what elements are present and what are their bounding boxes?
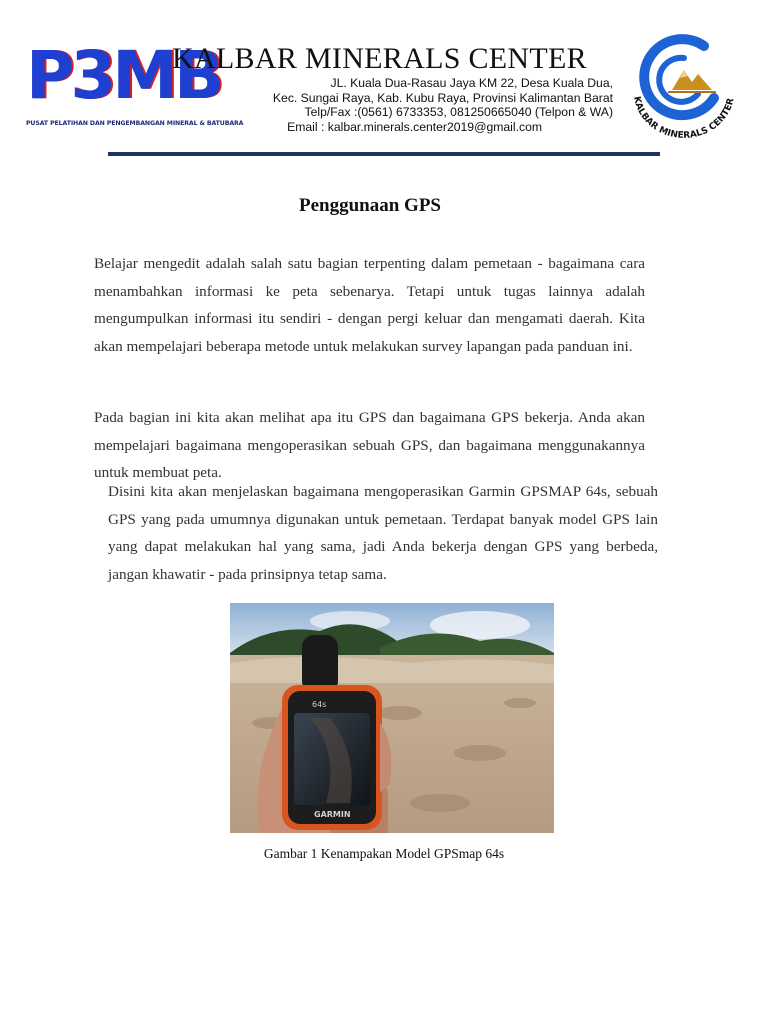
gps-device-photo (230, 603, 554, 833)
photo-scene (230, 603, 554, 833)
document-title: Penggunaan GPS (298, 195, 441, 216)
p3mb-logo-tagline: PUSAT PELATIHAN DAN PENGEMBANGAN MINERAL & BATUBARA (26, 120, 244, 127)
device-brand-label: GARMIN (314, 810, 351, 819)
kmc-logo-text: KALBAR MINERALS CENTER (631, 95, 737, 141)
paragraph-garmin: Disini kita akan menjelaskan bagaimana mengoperasikan Garmin GPSMAP 64s, sebuah GPS yang pada umumnya digunakan untuk pemetaan. Terdapat banyak model GPS lain yang dapat melakukan hal yang sama, jadi Anda bekerja dengan GPS yang berbeda, jangan khawatir - pada prinsipnya tetap sama. (108, 483, 658, 583)
paragraph-intro: Belajar mengedit adalah salah satu bagian terpenting dalam pemetaan - bagaimana cara menambahkan informasi ke peta sebenarya. Tetapi untuk tugas lainnya adalah mengumpulkan informasi itu sendiri - dengan pergi keluar dan mengamati daerah. Kita akan mempelajari beberapa metode untuk melakukan survey lapangan pada panduan ini. (94, 255, 645, 355)
address-line-1: JL. Kuala Dua-Rasau Jaya KM 22, Desa Kuala Dua, (330, 76, 613, 90)
p3mb-logo (26, 37, 244, 135)
address-line-2: Kec. Sungai Raya, Kab. Kubu Raya, Provinsi Kalimantan Barat (272, 91, 613, 105)
paragraph-gps-section: Pada bagian ini kita akan melihat apa itu GPS dan bagaimana GPS bekerja. Anda akan mempelajari bagaimana mengoperasikan sebuah GPS, dan bagaimana menggunakannya untuk membuat peta. (94, 409, 645, 481)
header-divider (108, 152, 660, 156)
kmc-logo-graphic (622, 32, 742, 142)
figure-caption: Gambar 1 Kenampakan Model GPSmap 64s (263, 846, 505, 861)
p3mb-logo-letters: P3MB (26, 37, 221, 114)
email-line: Email : kalbar.minerals.center2019@gmail.com (287, 120, 542, 134)
org-name: KALBAR MINERALS CENTER (172, 42, 587, 75)
kalbar-minerals-center-logo (622, 32, 742, 142)
phone-line: Telp/Fax :(0561) 6733353, 081250665040 (Telpon & WA) (304, 105, 613, 119)
device-model-label: 64s (312, 700, 327, 709)
